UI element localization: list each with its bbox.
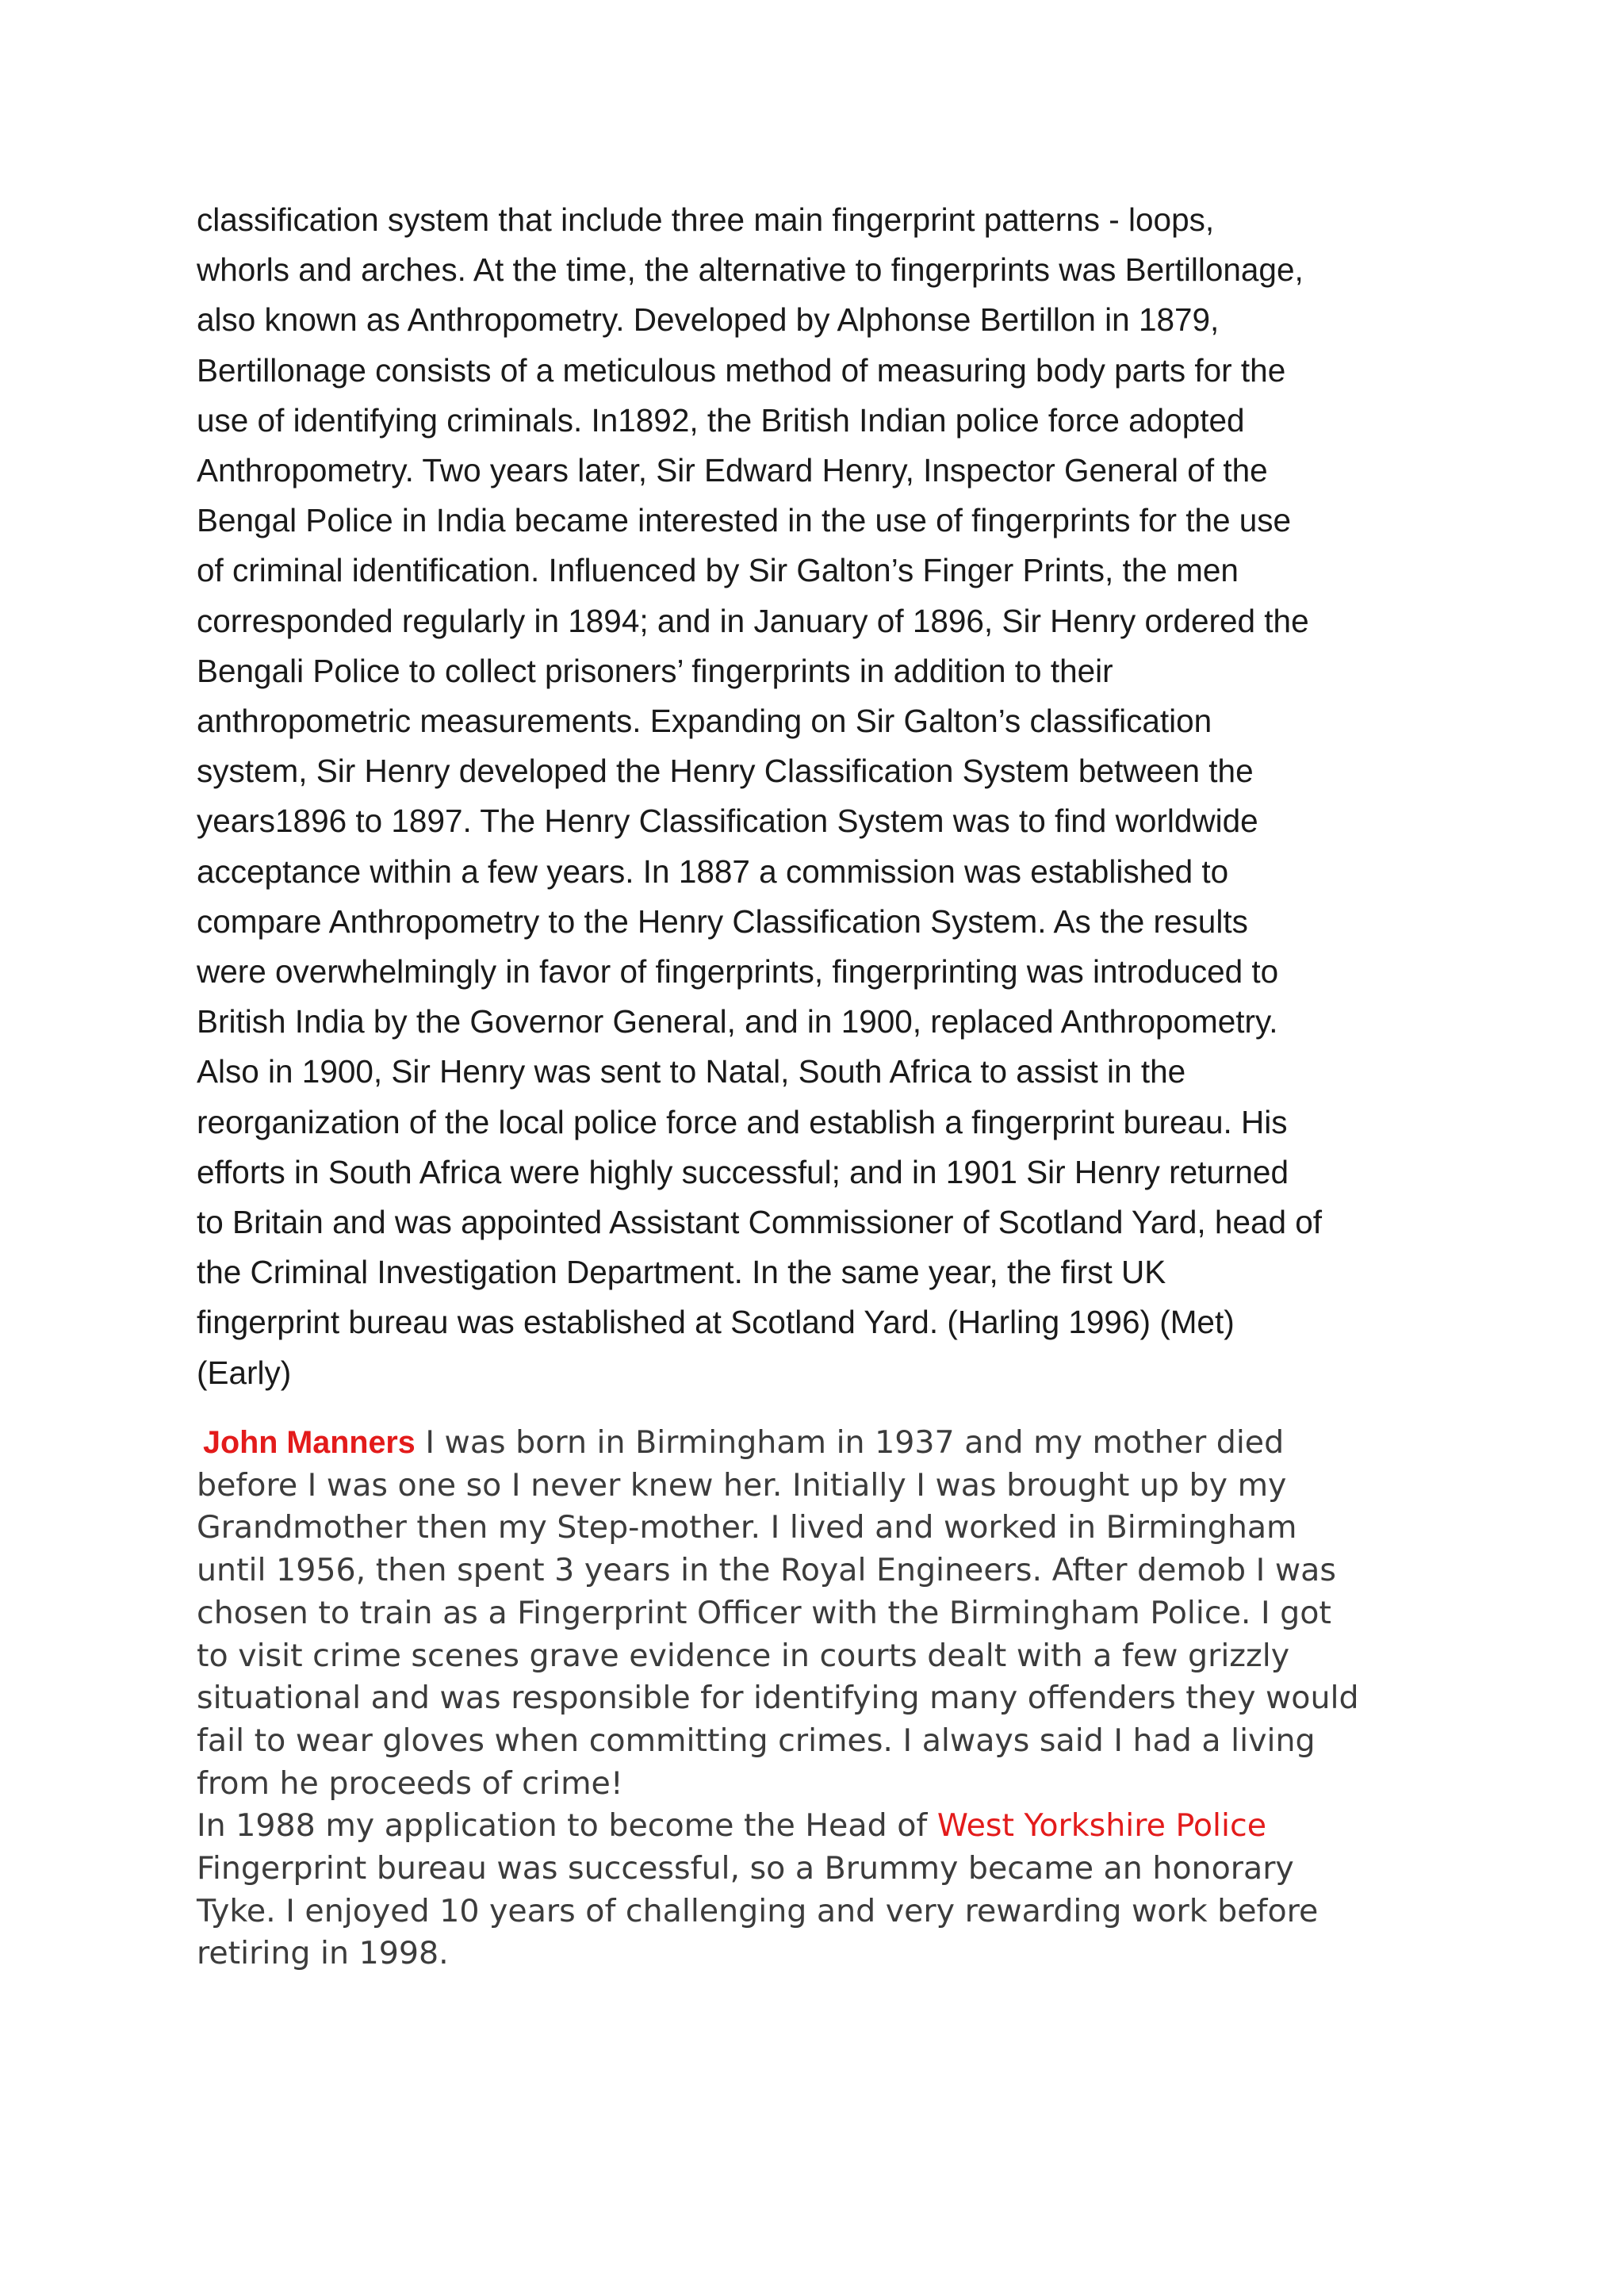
text-line: years1896 to 1897. The Henry Classification System was to find worldwide bbox=[197, 803, 1258, 840]
text-line: retiring in 1998. bbox=[197, 1935, 449, 1972]
text-line: (Early) bbox=[197, 1354, 292, 1391]
text-line: use of identifying criminals. In1892, the British Indian police force adopted bbox=[197, 401, 1245, 439]
text-line: from he proceeds of crime! bbox=[197, 1764, 623, 1802]
text-line: Fingerprint bureau was successful, so a Brummy became an honorary bbox=[197, 1850, 1294, 1887]
bio-org-line bbox=[197, 1805, 1442, 1848]
text-line: Grandmother then my Step-mother. I lived and worked in Birmingham bbox=[197, 1509, 1297, 1546]
bio-text: I was born in Birmingham in 1937 and my mother died bbox=[415, 1424, 1285, 1461]
text-line: acceptance within a few years. In 1887 a commission was established to bbox=[197, 852, 1229, 890]
text-line: Bengali Police to collect prisoners’ fingerprints in addition to their bbox=[197, 652, 1113, 689]
text-line: of criminal identification. Influenced by Sir Galton’s Finger Prints, the men bbox=[197, 552, 1239, 589]
text-line: reorganization of the local police force and establish a fingerprint bureau. His bbox=[197, 1103, 1288, 1140]
text-line: whorls and arches. At the time, the alternative to fingerprints was Bertillonage, bbox=[197, 251, 1304, 289]
text-line: fingerprint bureau was established at Scotland Yard. (Harling 1996) (Met) bbox=[197, 1304, 1235, 1341]
text-line: Anthropometry. Two years later, Sir Edward Henry, Inspector General of the bbox=[197, 452, 1268, 489]
text-line: system, Sir Henry developed the Henry Classification System between the bbox=[197, 753, 1254, 790]
bio-first-line bbox=[197, 1422, 1442, 1465]
bio-paragraph bbox=[197, 1422, 1442, 1975]
text-line: classification system that include three main fingerprint patterns - loops, bbox=[197, 201, 1215, 238]
text-line: anthropometric measurements. Expanding on Sir Galton’s classification bbox=[197, 703, 1212, 740]
text-line: Tyke. I enjoyed 10 years of challenging and very rewarding work before bbox=[197, 1892, 1319, 1929]
organization-name: West Yorkshire Police bbox=[936, 1807, 1267, 1845]
text-line: Bertillonage consists of a meticulous method of measuring body parts for the bbox=[197, 351, 1286, 389]
text-line: chosen to train as a Fingerprint Officer with the Birmingham Police. I got bbox=[197, 1594, 1331, 1631]
text-line: were overwhelmingly in favor of fingerprints, fingerprinting was introduced to bbox=[197, 953, 1279, 990]
text-line: until 1956, then spent 3 years in the Royal Engineers. After demob I was bbox=[197, 1552, 1336, 1589]
text-line: compare Anthropometry to the Henry Classification System. As the results bbox=[197, 902, 1248, 940]
text-line: corresponded regularly in 1894; and in January of 1896, Sir Henry ordered the bbox=[197, 602, 1309, 639]
text-line: before I was one so I never knew her. Initially I was brought up by my bbox=[197, 1466, 1287, 1504]
text-line: British India by the Governor General, and in 1900, replaced Anthropometry. bbox=[197, 1003, 1278, 1040]
bio-text: In 1988 my application to become the Head of bbox=[197, 1807, 937, 1845]
text-line: efforts in South Africa were highly successful; and in 1901 Sir Henry returned bbox=[197, 1153, 1289, 1190]
text-line: fail to wear gloves when committing crimes. I always said I had a living bbox=[197, 1722, 1316, 1759]
text-line: the Criminal Investigation Department. In the same year, the first UK bbox=[197, 1254, 1166, 1291]
text-line: also known as Anthropometry. Developed by Alphonse Bertillon in 1879, bbox=[197, 301, 1220, 339]
text-line: Also in 1900, Sir Henry was sent to Natal, South Africa to assist in the bbox=[197, 1053, 1186, 1090]
author-name: John Manners bbox=[203, 1425, 416, 1460]
history-paragraph bbox=[197, 195, 1434, 1398]
text-line: to Britain and was appointed Assistant Commissioner of Scotland Yard, head of bbox=[197, 1204, 1323, 1241]
text-line: to visit crime scenes grave evidence in courts dealt with a few grizzly bbox=[197, 1637, 1290, 1674]
text-line: Bengal Police in India became interested in the use of fingerprints for the use bbox=[197, 502, 1292, 539]
text-line: situational and was responsible for identifying many offenders they would bbox=[197, 1680, 1359, 1717]
